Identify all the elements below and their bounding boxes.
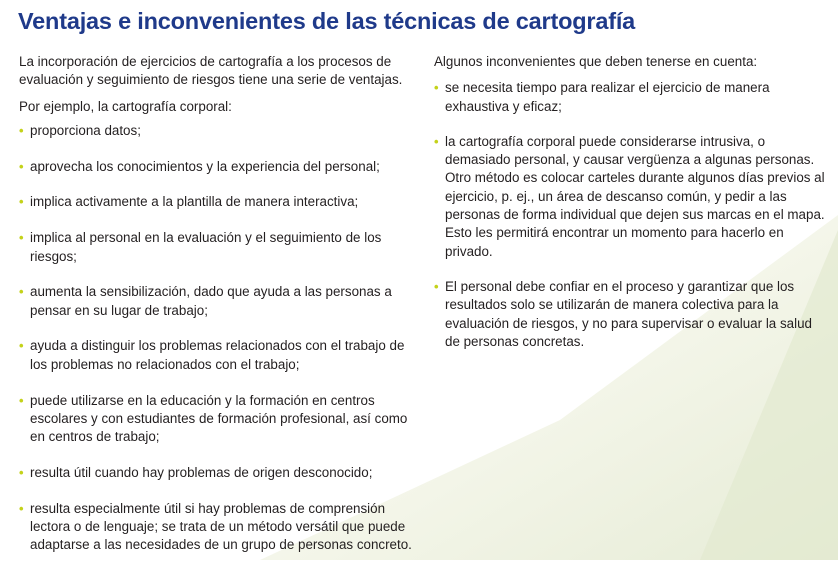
list-item xyxy=(19,193,419,211)
bullet-icon: • xyxy=(434,80,439,96)
bullet-icon: • xyxy=(434,133,439,149)
list-item-text: El personal debe confiar en el proceso y garantizar que los resultados solo se utilizarán de manera colectiva para la evaluación de riesgos, y no para supervisar o evaluar la salud de personas concretas. xyxy=(445,278,812,349)
list-item xyxy=(19,500,419,555)
list-item-text: ayuda a distinguir los problemas relacionados con el trabajo de los problemas no relacionados con el trabajo; xyxy=(30,338,405,372)
intro-paragraph: La incorporación de ejercicios de cartografía a los procesos de evaluación y seguimiento de riesgos tiene una serie de ventajas. xyxy=(19,54,403,88)
list-item xyxy=(19,122,419,140)
advantages-lead: Por ejemplo, la cartografía corporal: xyxy=(19,98,232,114)
list-item-text: se necesita tiempo para realizar el ejercicio de manera exhaustiva y eficaz; xyxy=(445,80,770,114)
advantages-list xyxy=(19,122,419,555)
advantages-column xyxy=(19,53,419,572)
bullet-icon: • xyxy=(19,464,24,480)
disadvantages-column xyxy=(434,53,829,368)
list-item-text: resulta especialmente útil si hay problemas de comprensión lectora o de lenguaje; se trata de un método versátil que puede adaptarse a las necesidades de un grupo de personas concreto. xyxy=(30,500,412,553)
list-item-text: aprovecha los conocimientos y la experiencia del personal; xyxy=(30,158,380,174)
list-item xyxy=(19,337,419,374)
bullet-icon: • xyxy=(19,338,24,354)
list-item-text: resulta útil cuando hay problemas de origen desconocido; xyxy=(30,464,373,480)
list-item xyxy=(19,392,419,447)
disadvantages-lead: Algunos inconvenientes que deben tenerse en cuenta: xyxy=(434,54,758,69)
list-item xyxy=(434,278,829,351)
list-item-text: proporciona datos; xyxy=(30,122,141,138)
list-item xyxy=(19,229,419,266)
list-item-text: puede utilizarse en la educación y la formación en centros escolares y con estudiantes de formación profesional, así como en centros de trabajo; xyxy=(30,392,408,445)
bullet-icon: • xyxy=(19,158,24,174)
list-item-text: implica al personal en la evaluación y el seguimiento de los riesgos; xyxy=(30,230,382,264)
bullet-icon: • xyxy=(19,284,24,300)
list-item-text: aumenta la sensibilización, dado que ayuda a las personas a pensar en su lugar de trabajo; xyxy=(30,284,392,318)
bullet-icon: • xyxy=(434,278,439,294)
list-item xyxy=(434,133,829,261)
list-item xyxy=(19,283,419,320)
list-item xyxy=(434,79,829,116)
bullet-icon: • xyxy=(19,122,24,138)
disadvantages-list xyxy=(434,79,829,351)
bullet-icon: • xyxy=(19,392,24,408)
bullet-icon: • xyxy=(19,194,24,210)
list-item-text: implica activamente a la plantilla de manera interactiva; xyxy=(30,194,359,210)
bullet-icon: • xyxy=(19,230,24,246)
list-item xyxy=(19,158,419,176)
page-title: Ventajas e inconvenientes de las técnicas de cartografía xyxy=(18,8,636,34)
list-item-text: la cartografía corporal puede considerarse intrusiva, o demasiado personal, y causar vergüenza a algunas personas. Otro método es colocar carteles durante algunos días previos al ejercicio, p. ej., un área de descanso común, y pedir a las personas de forma individual que dejen sus marcas en el mapa. Esto les permitirá encontrar un momento para hacerlo en privado. xyxy=(445,133,825,259)
bullet-icon: • xyxy=(19,500,24,516)
list-item xyxy=(19,464,419,482)
